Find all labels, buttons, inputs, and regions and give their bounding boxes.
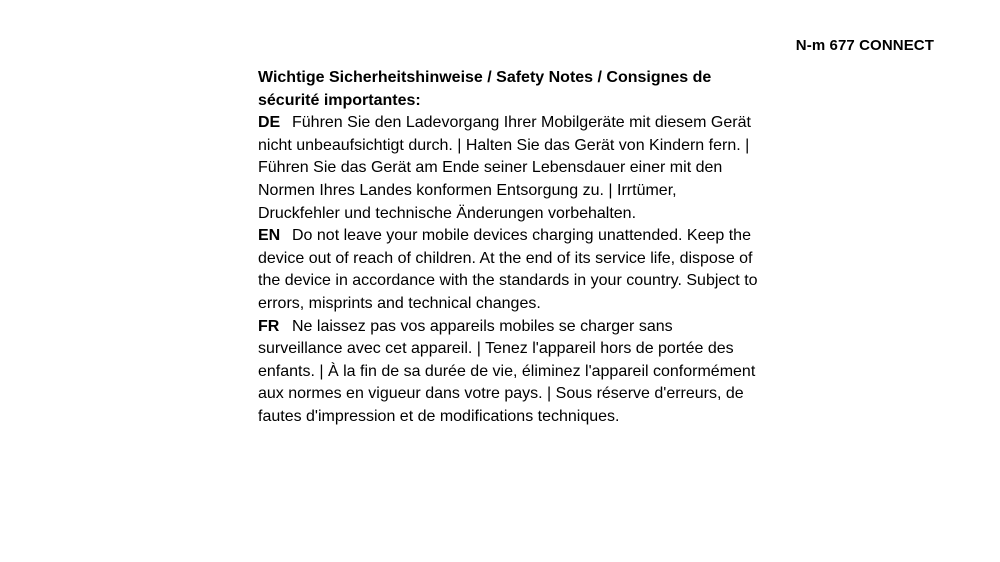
language-code-de: DE [258, 114, 281, 132]
section-text-en: Do not leave your mobile devices charging unattended. Keep the device out of reach of children. At the end of its service life, dispose of the device in accordance with the standards in your country. Subject to errors, misprints and technical changes. [258, 227, 758, 312]
safety-heading: Wichtige Sicherheitshinweise / Safety Notes / Consignes de sécurité importantes: [258, 69, 712, 109]
section-text-fr: Ne laissez pas vos appareils mobiles se charger sans surveillance avec cet appareil. | Tenez l'appareil hors de portée des enfants. | À la fin de sa durée de vie, éliminez l'appareil conformément aux normes en vigueur dans votre pays. | Sous réserve d'erreurs, de fautes d'impression et de modifications techniques. [258, 317, 756, 425]
section-fr [258, 316, 758, 429]
model-name: N-m 677 CONNECT [795, 37, 934, 54]
section-en [258, 225, 758, 315]
language-code-en: EN [258, 227, 281, 245]
language-code-fr: FR [258, 317, 280, 335]
section-text-de: Führen Sie den Ladevorgang Ihrer Mobilgeräte mit diesem Gerät nicht unbeaufsichtigt durch. | Halten Sie das Gerät von Kindern fern. | Führen Sie das Gerät am Ende seiner Lebensdauer einer mit den Normen Ihres Landes konformen Entsorgung zu. | Irrtümer, Druckfehler und technische Änderungen vorbehalten. [258, 114, 751, 222]
section-de [258, 112, 758, 225]
safety-notes [258, 67, 758, 429]
